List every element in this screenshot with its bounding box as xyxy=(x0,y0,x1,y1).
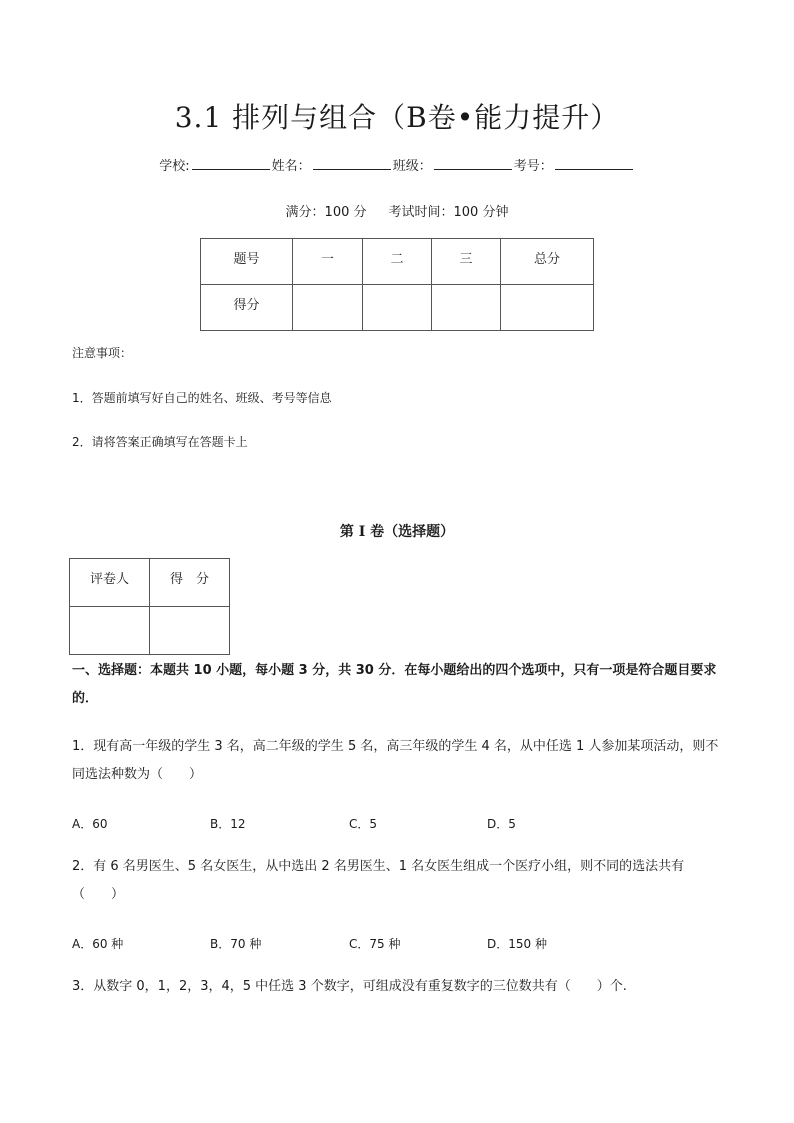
grader-cell xyxy=(70,607,150,655)
grader-empty-row xyxy=(70,607,230,655)
question-2-option-b: B．70 种 xyxy=(210,937,262,951)
score-table-header-row xyxy=(201,239,594,285)
grader-header-row xyxy=(70,559,230,607)
question-1-option-d: D．5 xyxy=(487,817,516,831)
grader-header-cell: 得 分 xyxy=(150,559,230,607)
score-cell xyxy=(432,285,501,331)
grader-cell xyxy=(150,607,230,655)
class-label: 班级： xyxy=(392,159,432,174)
name-label: 姓名： xyxy=(271,159,311,174)
page-title: 3.1 排列与组合（B卷•能力提升） xyxy=(174,101,620,134)
score-header-cell: 题号 xyxy=(201,239,293,285)
question-2-option-d: D．150 种 xyxy=(487,937,547,951)
notes-title: 注意事项： xyxy=(72,346,133,360)
question-3-text: 3．从数字 0，1，2，3，4，5 中任选 3 个数字，可组成没有重复数字的三位数共有（ ）个. xyxy=(72,979,627,994)
score-cell xyxy=(501,285,594,331)
question-2-text: 2．有 6 名男医生、5 名女医生，从中选出 2 名男医生、1 名女医生组成一个医疗小组，则不同的选法共有（ ） xyxy=(72,859,685,902)
question-1-option-b: B．12 xyxy=(210,817,246,831)
score-row-label: 得分 xyxy=(201,285,293,331)
score-table-score-row xyxy=(201,285,594,331)
grader-header-cell: 评卷人 xyxy=(70,559,150,607)
section-instructions: 一、选择题：本题共 10 小题，每小题 3 分，共 30 分．在每小题给出的四个选项中，只有一项是符合题目要求的． xyxy=(72,663,717,706)
score-cell xyxy=(293,285,363,331)
question-1-option-c: C．5 xyxy=(349,817,378,831)
question-2-option-a: A．60 种 xyxy=(72,937,124,951)
section-title: 第 I 卷（选择题） xyxy=(339,524,455,540)
exam-no-blank xyxy=(555,157,633,170)
note-item: 1．答题前填写好自己的姓名、班级、考号等信息 xyxy=(72,391,332,405)
student-info-line xyxy=(0,155,794,174)
grader-table xyxy=(69,558,230,655)
exam-no-label: 考号： xyxy=(513,159,553,174)
question-1-option-a: A．60 xyxy=(72,817,108,831)
full-score: 满分：100 分 xyxy=(285,205,367,220)
name-blank xyxy=(313,157,391,170)
exam-time: 考试时间：100 分钟 xyxy=(388,205,509,220)
score-header-cell: 总分 xyxy=(501,239,594,285)
score-cell xyxy=(363,285,432,331)
note-item: 2．请将答案正确填写在答题卡上 xyxy=(72,435,248,449)
score-header-cell: 一 xyxy=(293,239,363,285)
school-blank xyxy=(192,157,270,170)
score-header-cell: 三 xyxy=(432,239,501,285)
score-header-cell: 二 xyxy=(363,239,432,285)
question-1-text: 1．现有高一年级的学生 3 名，高二年级的学生 5 名，高三年级的学生 4 名，从中任选 1 人参加某项活动，则不同选法种数为（ ） xyxy=(72,739,719,782)
score-time-line xyxy=(0,201,794,220)
school-label: 学校: xyxy=(159,159,190,174)
score-table xyxy=(200,238,594,331)
question-2-option-c: C．75 种 xyxy=(349,937,401,951)
class-blank xyxy=(434,157,512,170)
